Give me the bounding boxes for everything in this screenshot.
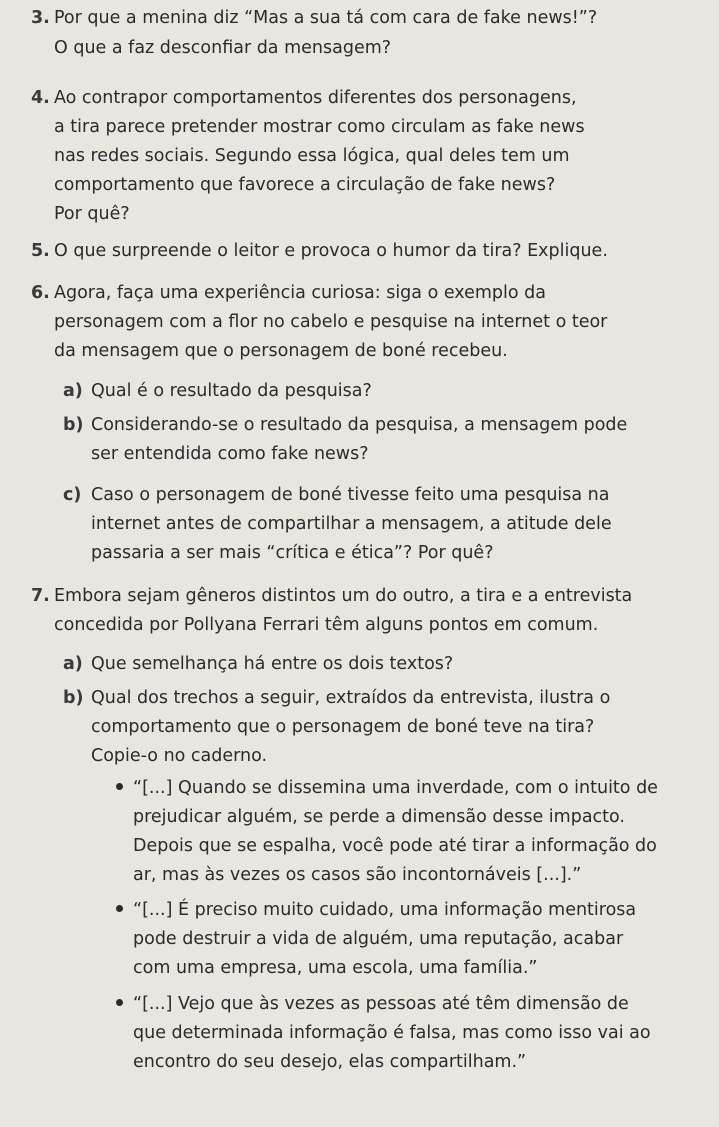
question-4-line-3: nas redes sociais. Segundo essa lógica, qual deles tem um (54, 146, 570, 166)
question-3-line-2: O que a faz desconfiar da mensagem? (54, 38, 392, 58)
question-6-line-1: Agora, faça uma experiência curiosa: siga o exemplo da (54, 283, 547, 303)
bullet-icon (116, 905, 123, 912)
question-3-line-1: Por que a menina diz “Mas a sua tá com cara de fake news!”? (54, 8, 598, 28)
question-5-number: 5. (31, 241, 50, 261)
question-5-line-1: O que surpreende o leitor e provoca o humor da tira? Explique. (54, 241, 608, 261)
bullet-icon (116, 999, 123, 1006)
question-6c-line-3: passaria a ser mais “crítica e ética”? Por quê? (91, 543, 494, 563)
question-3-number: 3. (31, 8, 50, 28)
question-6b-label: b) (63, 415, 84, 435)
question-6a-label: a) (63, 381, 83, 401)
question-4-number: 4. (31, 88, 50, 108)
quote-1-line-1: “[...] Quando se dissemina uma inverdade, com o intuito de (133, 778, 658, 798)
question-6-number: 6. (31, 283, 50, 303)
quote-3-line-1: “[...] Vejo que às vezes as pessoas até têm dimensão de (133, 994, 629, 1014)
question-6c-line-1: Caso o personagem de boné tivesse feito uma pesquisa na (91, 485, 610, 505)
quote-2-line-2: pode destruir a vida de alguém, uma reputação, acabar (133, 929, 624, 949)
question-6a-line-1: Qual é o resultado da pesquisa? (91, 381, 372, 401)
quote-2-line-1: “[...] É preciso muito cuidado, uma informação mentirosa (133, 900, 637, 920)
quote-1-line-3: Depois que se espalha, você pode até tirar a informação do (133, 836, 657, 856)
question-7-line-1: Embora sejam gêneros distintos um do outro, a tira e a entrevista (54, 586, 633, 606)
quote-3-line-2: que determinada informação é falsa, mas como isso vai ao (133, 1023, 651, 1043)
question-7-number: 7. (31, 586, 50, 606)
question-7-line-2: concedida por Pollyana Ferrari têm alguns pontos em comum. (54, 615, 599, 635)
question-7a-label: a) (63, 654, 83, 674)
quote-2-line-3: com uma empresa, uma escola, uma família.” (133, 958, 538, 978)
question-6-line-3: da mensagem que o personagem de boné recebeu. (54, 341, 508, 361)
question-7a-line-1: Que semelhança há entre os dois textos? (91, 654, 454, 674)
quote-3-line-3: encontro do seu desejo, elas compartilham.” (133, 1052, 527, 1072)
question-6c-line-2: internet antes de compartilhar a mensagem, a atitude dele (91, 514, 612, 534)
question-6-line-2: personagem com a flor no cabelo e pesquise na internet o teor (54, 312, 608, 332)
question-4-line-5: Por quê? (54, 204, 130, 224)
question-6b-line-1: Considerando-se o resultado da pesquisa, a mensagem pode (91, 415, 628, 435)
bullet-icon (116, 783, 123, 790)
question-4-line-1: Ao contrapor comportamentos diferentes dos personagens, (54, 88, 577, 108)
question-7b-line-3: Copie-o no caderno. (91, 746, 268, 766)
quote-1-line-2: prejudicar alguém, se perde a dimensão desse impacto. (133, 807, 625, 827)
question-6c-label: c) (63, 485, 82, 505)
question-4-line-4: comportamento que favorece a circulação de fake news? (54, 175, 556, 195)
question-6b-line-2: ser entendida como fake news? (91, 444, 369, 464)
question-4-line-2: a tira parece pretender mostrar como circulam as fake news (54, 117, 585, 137)
question-7b-line-1: Qual dos trechos a seguir, extraídos da entrevista, ilustra o (91, 688, 611, 708)
quote-1-line-4: ar, mas às vezes os casos são incontornáveis [...].” (133, 865, 582, 885)
question-7b-label: b) (63, 688, 84, 708)
question-7b-line-2: comportamento que o personagem de boné teve na tira? (91, 717, 595, 737)
